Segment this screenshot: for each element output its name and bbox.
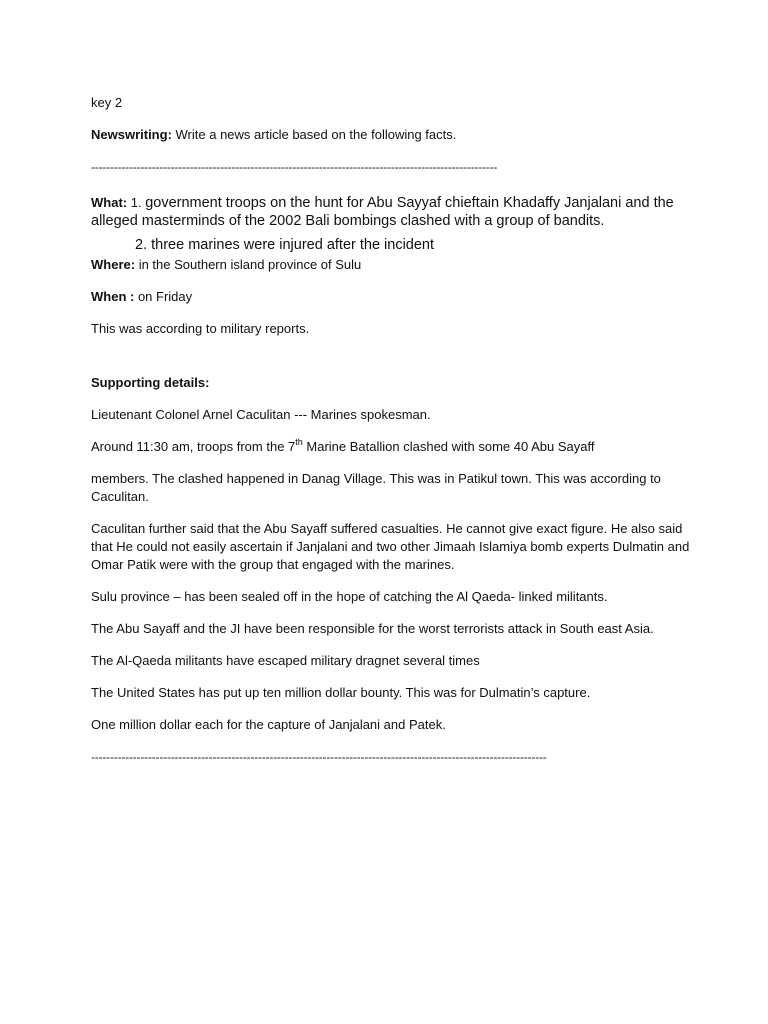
what-item1-text: government troops on the hunt for Abu Sayyaf chieftain Khadaffy Janjalani and the alleged masterminds of the 2002 Bali bombings clashed with a group of bandits.: [91, 195, 674, 229]
detail-troops-before: Around 11:30 am, troops from the 7: [91, 439, 296, 454]
spacer: [91, 352, 708, 374]
top-divider: -----------------------------------------------------------------------------------------------------------: [91, 160, 498, 174]
detail-million: One million dollar each for the capture of Janjalani and Patek.: [91, 717, 446, 732]
what-item2-text: three marines were injured after the incident: [151, 237, 435, 253]
what-label: What:: [91, 195, 128, 210]
detail-responsible: The Abu Sayaff and the JI have been responsible for the worst terrorists attack in South east Asia.: [91, 621, 654, 636]
where-line: [91, 256, 708, 274]
detail-members: members. The clashed happened in Danag Village. This was in Patikul town. This was according to Caculitan.: [91, 471, 661, 504]
where-label: Where:: [91, 257, 136, 272]
when-line: [91, 288, 708, 306]
what-section: [91, 194, 691, 230]
instruction-text: Write a news article based on the following facts.: [171, 127, 457, 142]
what-item2-number: 2.: [135, 237, 148, 253]
when-text: on Friday: [137, 289, 193, 304]
where-text: in the Southern island province of Sulu: [138, 257, 362, 272]
source-line: This was according to military reports.: [91, 321, 310, 336]
instruction-line: [91, 126, 708, 144]
detail-troops: [91, 438, 708, 456]
detail-troops-after: Marine Batallion clashed with some 40 Abu Sayaff: [302, 439, 595, 454]
instruction-label: Newswriting:: [91, 127, 172, 142]
detail-escaped: The Al-Qaeda militants have escaped military dragnet several times: [91, 653, 480, 668]
detail-spokesman: Lieutenant Colonel Arnel Caculitan --- Marines spokesman.: [91, 407, 431, 422]
what-item2: [91, 236, 708, 254]
detail-casualties: Caculitan further said that the Abu Sayaff suffered casualties. He cannot give exact figure. He also said that He could not easily ascertain if Janjalani and two other Jimaah Islamiya bomb experts Dulmatin and Omar Patik were with the group that engaged with the marines.: [91, 521, 690, 572]
what-item1-number: 1.: [130, 195, 142, 210]
detail-bounty: The United States has put up ten million dollar bounty. This was for Dulmatin’s capture.: [91, 685, 591, 700]
detail-sulu: Sulu province – has been sealed off in the hope of catching the Al Qaeda- linked militants.: [91, 589, 608, 604]
detail-troops-sup: th: [295, 436, 303, 447]
key-label: key 2: [91, 95, 123, 110]
when-label: When :: [91, 289, 135, 304]
bottom-divider: ------------------------------------------------------------------------------------------------------------------------: [91, 750, 547, 764]
supporting-heading: Supporting details:: [91, 375, 210, 390]
